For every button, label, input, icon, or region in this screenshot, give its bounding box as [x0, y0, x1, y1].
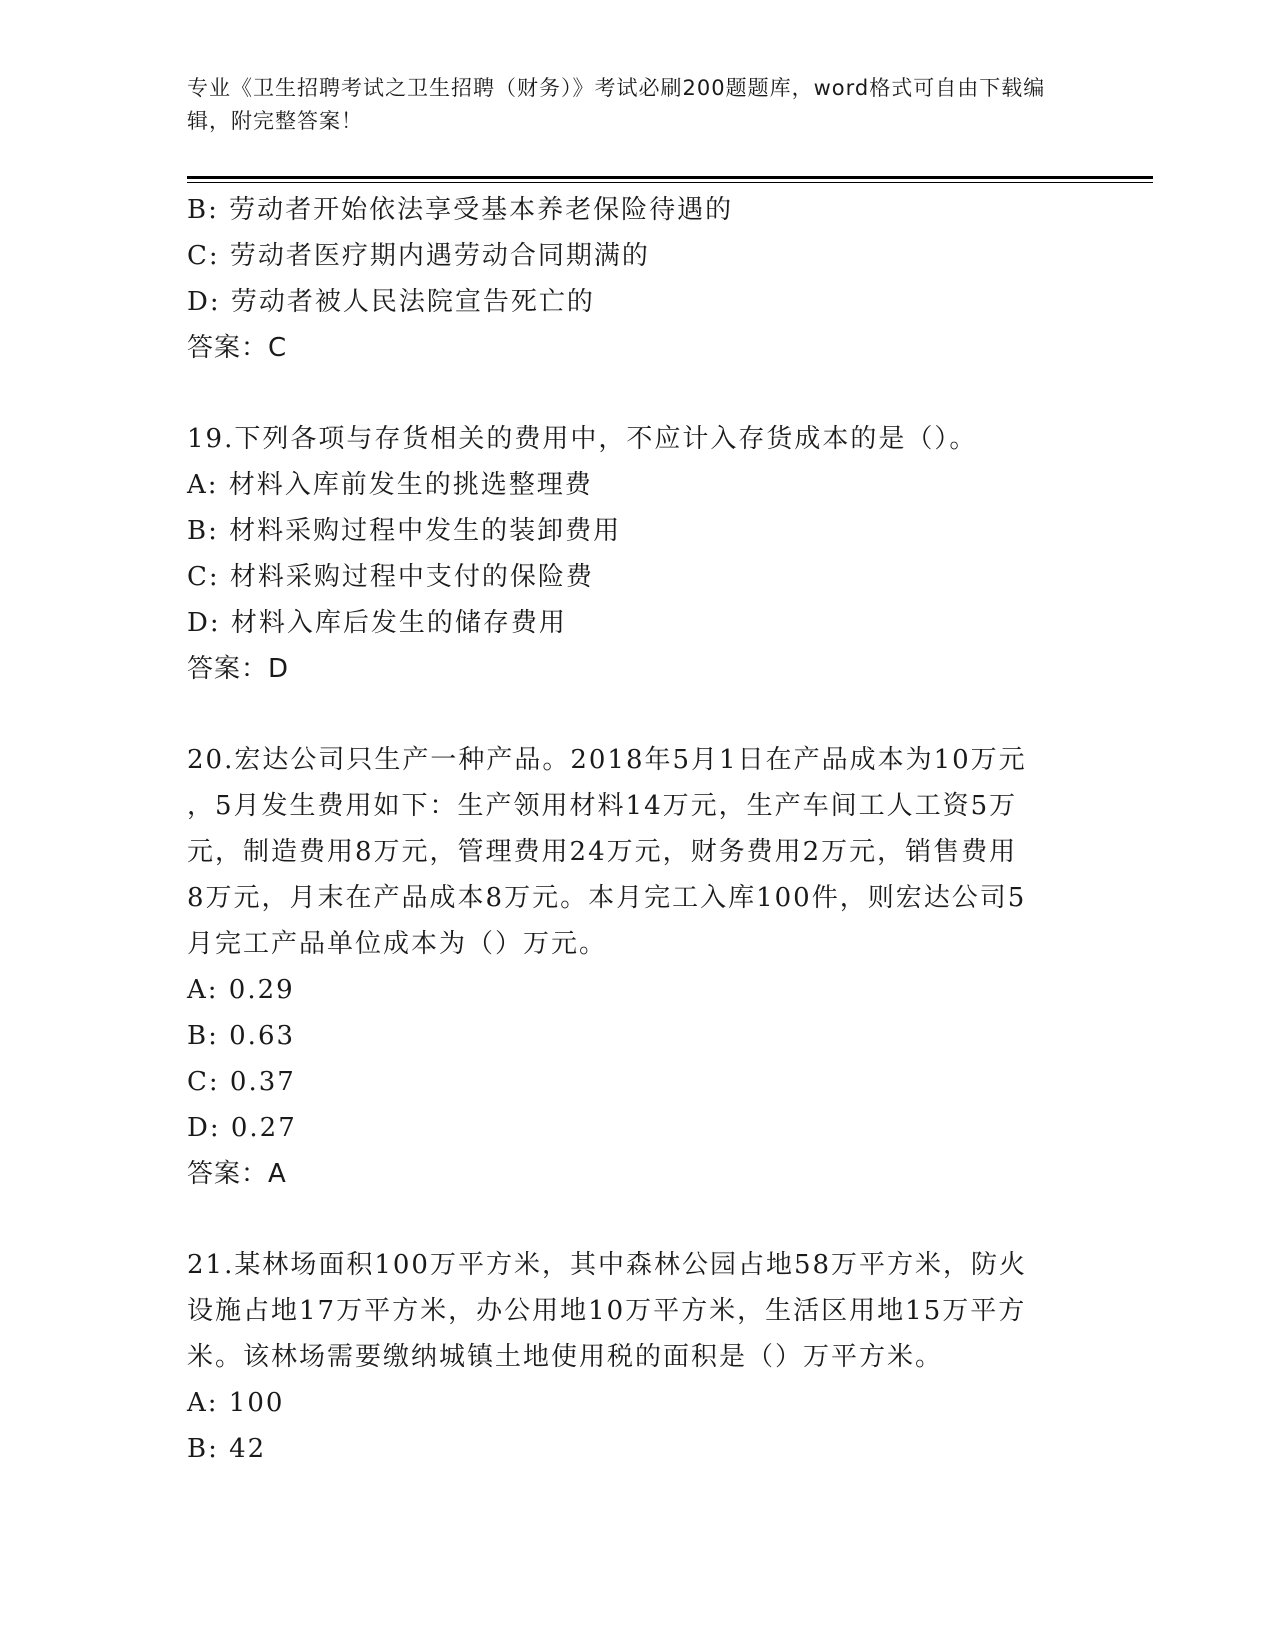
question-stem-line: 元，制造费用8万元，管理费用24万元，财务费用2万元，销售费用: [187, 837, 1018, 867]
option-c: C: 劳动者医疗期内遇劳动合同期满的: [187, 241, 650, 271]
header-rule-thin: [187, 182, 1153, 183]
option-d: D: 0.27: [187, 1113, 297, 1143]
question-stem-line: 月完工产品单位成本为（）万元。: [187, 929, 608, 959]
document-header: [187, 72, 1067, 138]
option-b: B: 42: [187, 1434, 267, 1464]
question-stem-line: 20.宏达公司只生产一种产品。2018年5月1日在产品成本为10万元: [187, 745, 1027, 775]
option-b: B: 劳动者开始依法享受基本养老保险待遇的: [187, 195, 734, 225]
question-21: [187, 1242, 1077, 1472]
question-stem-line: 设施占地17万平方米，办公用地10万平方米，生活区用地15万平方: [187, 1296, 1027, 1326]
header-rule-thick: [187, 176, 1153, 179]
question-stem-line: 21.某林场面积100万平方米，其中森林公园占地58万平方米，防火: [187, 1250, 1028, 1280]
question-stem: 19.下列各项与存货相关的费用中，不应计入存货成本的是（）。: [187, 424, 978, 454]
answer-line: 答案：C: [187, 333, 288, 363]
option-b: B: 材料采购过程中发生的装卸费用: [187, 516, 622, 546]
answer-line: 答案：A: [187, 1159, 287, 1189]
question-20: [187, 737, 1077, 1197]
question-stem-line: 米。该林场需要缴纳城镇土地使用税的面积是（）万平方米。: [187, 1342, 944, 1372]
option-b: B: 0.63: [187, 1021, 296, 1051]
question-19: [187, 416, 1077, 692]
question-18-tail: [187, 187, 1077, 371]
option-a: A: 材料入库前发生的挑选整理费: [187, 470, 593, 500]
document-body: [187, 187, 1077, 1472]
header-text: 专业《卫生招聘考试之卫生招聘（财务）》考试必刷200题题库，word格式可自由下载编辑，附完整答案！: [187, 76, 1046, 133]
question-stem-line: 8万元，月末在产品成本8万元。本月完工入库100件，则宏达公司5: [187, 883, 1027, 913]
option-a: A: 0.29: [187, 975, 295, 1005]
option-a: A: 100: [187, 1388, 285, 1418]
answer-line: 答案：D: [187, 654, 290, 684]
option-c: C: 材料采购过程中支付的保险费: [187, 562, 594, 592]
question-stem-line: ，5月发生费用如下：生产领用材料14万元，生产车间工人工资5万: [187, 791, 1018, 821]
option-d: D: 材料入库后发生的储存费用: [187, 608, 567, 638]
option-c: C: 0.37: [187, 1067, 296, 1097]
option-d: D: 劳动者被人民法院宣告死亡的: [187, 287, 595, 317]
